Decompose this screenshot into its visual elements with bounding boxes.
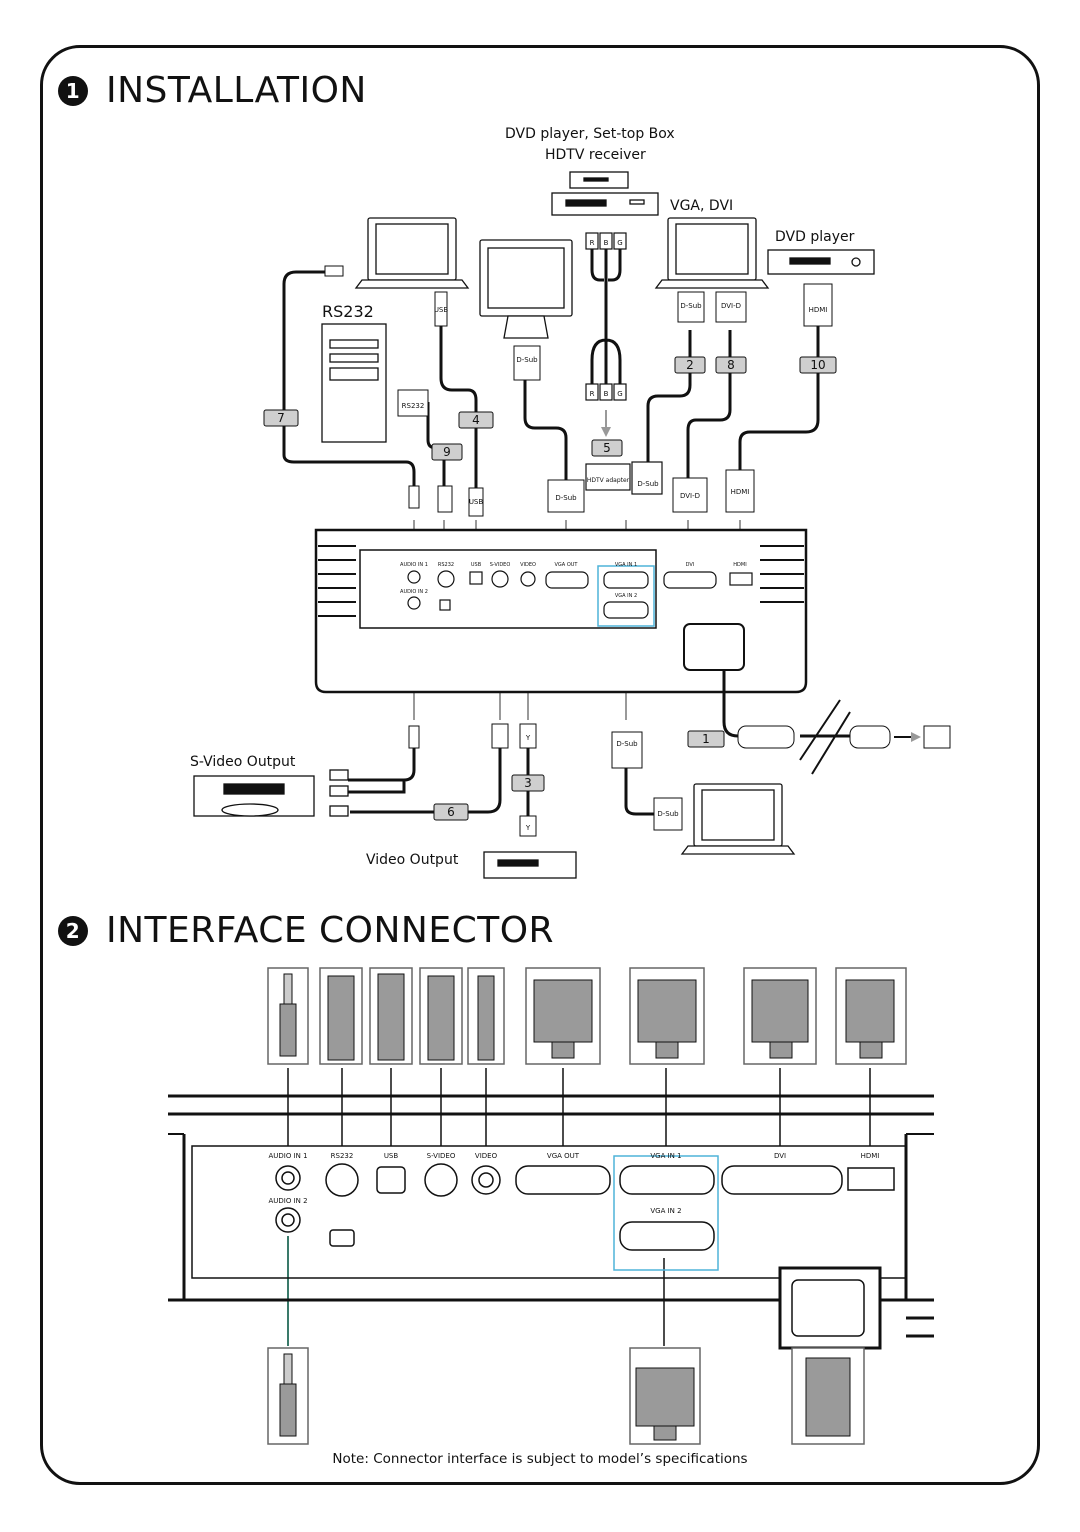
port-label-rs232: RS232 bbox=[437, 562, 455, 568]
panel-label-audio-in-1: AUDIO IN 1 bbox=[268, 1152, 308, 1160]
cable-number-6: 6 bbox=[447, 805, 455, 819]
panel-label-hdmi: HDMI bbox=[860, 1152, 880, 1160]
cable-number-10: 10 bbox=[810, 358, 826, 372]
label-y: Y bbox=[525, 824, 531, 832]
panel-ports bbox=[276, 1164, 894, 1250]
label-usb: USB bbox=[468, 498, 484, 506]
label-b: B bbox=[603, 390, 609, 398]
panel-label-vga-in-2: VGA IN 2 bbox=[650, 1207, 682, 1215]
port-label-audio-in-2: AUDIO IN 2 bbox=[400, 589, 428, 595]
hdtv-receiver-label: HDTV receiver bbox=[545, 147, 646, 163]
section-number-badge: 2 bbox=[58, 916, 88, 946]
label-rs232: RS232 bbox=[401, 402, 425, 410]
port-label-video: VIDEO bbox=[520, 562, 536, 568]
port-label-vga-in-1: VGA IN 1 bbox=[614, 562, 638, 568]
label-b: B bbox=[603, 239, 609, 247]
section-number-badge: 1 bbox=[58, 76, 88, 106]
panel-label-rs232: RS232 bbox=[330, 1152, 354, 1160]
label-dsub: D-Sub bbox=[516, 356, 538, 364]
label-usb: USB bbox=[433, 306, 449, 314]
dvd-player-label: DVD player bbox=[775, 229, 855, 245]
label-hdtv-adapter: HDTV adapter bbox=[586, 477, 630, 484]
panel-label-svideo: S-VIDEO bbox=[426, 1152, 456, 1160]
label-dsub: D-Sub bbox=[680, 302, 702, 310]
label-dsub: D-Sub bbox=[616, 740, 638, 748]
panel-svideo bbox=[425, 1164, 457, 1196]
label-dvid: DVI-D bbox=[720, 302, 742, 310]
panel-label-dvi: DVI bbox=[773, 1152, 787, 1160]
panel-vga-in-2 bbox=[620, 1222, 714, 1250]
connector-plugs-bottom bbox=[280, 1354, 850, 1440]
cable-number-3: 3 bbox=[524, 776, 532, 790]
panel-label-vga-out: VGA OUT bbox=[546, 1152, 580, 1160]
panel-label-audio-in-2: AUDIO IN 2 bbox=[268, 1197, 308, 1205]
section-title: INTERFACE CONNECTOR bbox=[106, 910, 555, 951]
panel-vga-in-1 bbox=[620, 1166, 714, 1194]
cable-number-5: 5 bbox=[603, 441, 611, 455]
label-dsub: D-Sub bbox=[637, 480, 659, 488]
label-dvid: DVI-D bbox=[679, 492, 701, 500]
port-label-vga-in-2: VGA IN 2 bbox=[614, 593, 638, 599]
panel-usb bbox=[377, 1167, 405, 1193]
panel-vga-out bbox=[516, 1166, 610, 1194]
panel-label-vga-in-1: VGA IN 1 bbox=[650, 1152, 682, 1160]
label-r: R bbox=[589, 390, 595, 398]
section-title: INSTALLATION bbox=[106, 70, 367, 111]
label-dsub: D-Sub bbox=[555, 494, 577, 502]
cable-number-7: 7 bbox=[277, 411, 285, 425]
panel-rs232 bbox=[326, 1164, 358, 1196]
label-g: G bbox=[617, 390, 623, 398]
vga-dvi-label: VGA, DVI bbox=[670, 198, 734, 214]
label-g: G bbox=[617, 239, 623, 247]
cable-number-9: 9 bbox=[443, 445, 451, 459]
port-label-audio-in-1: AUDIO IN 1 bbox=[400, 562, 428, 568]
label-hdmi: HDMI bbox=[730, 488, 750, 496]
panel-lock bbox=[330, 1230, 354, 1246]
video-output-label: Video Output bbox=[366, 852, 459, 868]
dvd-stb-label: DVD player, Set-top Box bbox=[505, 126, 675, 142]
cable-number-4: 4 bbox=[472, 413, 480, 427]
label-y: Y bbox=[525, 734, 531, 742]
panel-label-usb: USB bbox=[383, 1152, 399, 1160]
label-dsub: D-Sub bbox=[657, 810, 679, 818]
port-label-hdmi: HDMI bbox=[733, 562, 747, 568]
port-label-dvi: DVI bbox=[685, 562, 695, 568]
port-label-svideo: S-VIDEO bbox=[489, 562, 511, 568]
footer-note: Note: Connector interface is subject to model’s specifications bbox=[332, 1451, 748, 1467]
connector-boxes-bottom bbox=[268, 1348, 864, 1444]
rs232-label: RS232 bbox=[322, 302, 374, 321]
panel-dvi bbox=[722, 1166, 842, 1194]
panel-label-video: VIDEO bbox=[474, 1152, 498, 1160]
svideo-output-label: S-Video Output bbox=[190, 754, 296, 770]
cable-number-2: 2 bbox=[686, 358, 694, 372]
cable-number-1: 1 bbox=[702, 732, 710, 746]
port-label-vga-out: VGA OUT bbox=[554, 562, 578, 568]
port-label-usb: USB bbox=[470, 562, 482, 568]
label-hdmi: HDMI bbox=[808, 306, 828, 314]
cable-number-8: 8 bbox=[727, 358, 735, 372]
label-r: R bbox=[589, 239, 595, 247]
panel-hdmi bbox=[848, 1168, 894, 1190]
